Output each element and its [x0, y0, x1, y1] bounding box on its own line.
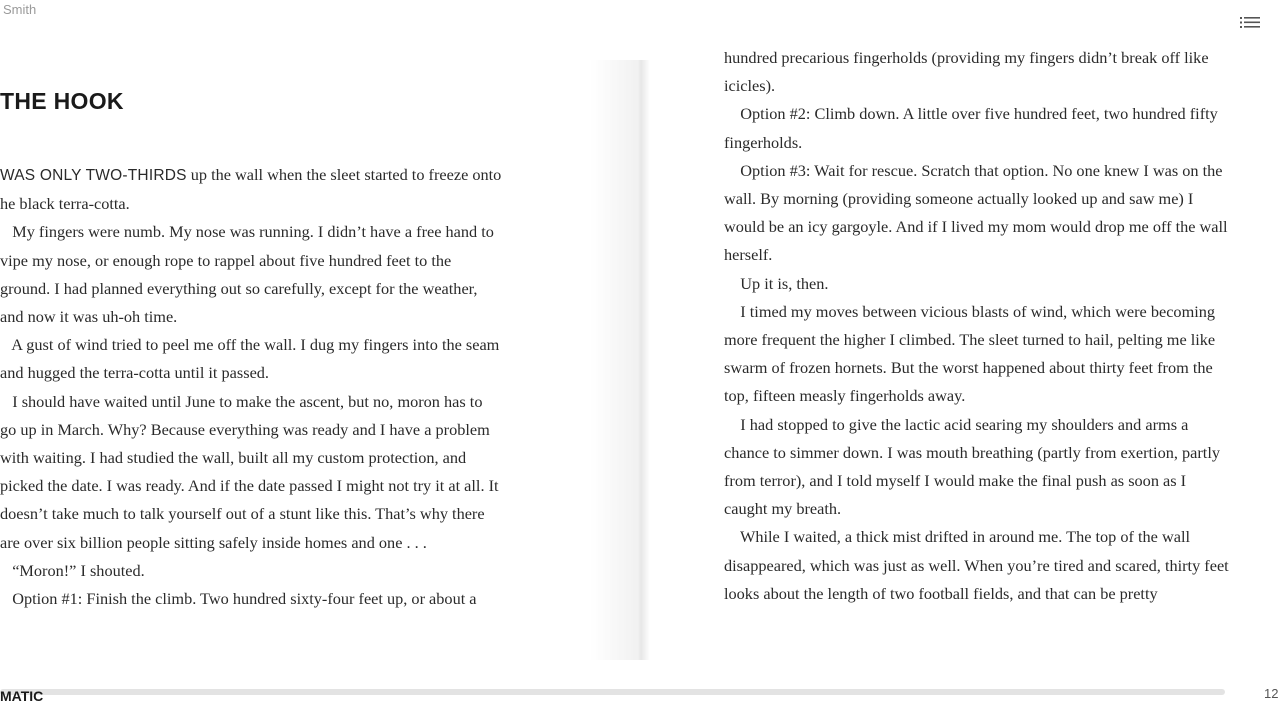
text-line: Up it is, then. — [724, 273, 829, 293]
text-line: While I waited, a thick mist drifted in around me. The top of the wall — [724, 527, 1191, 547]
book-title-label: MATIC — [0, 688, 44, 704]
text-line: hundred precarious fingerholds (providing my fingers didn’t break off like — [724, 48, 1209, 67]
text-line-rest: up the wall when the sleet started to freeze onto — [186, 165, 502, 184]
text-line: chance to simmer down. I was mouth breathing (partly from exertion, partly — [724, 442, 1220, 462]
text-line: “Moron!” I shouted. — [0, 560, 145, 580]
author-name: Smith — [3, 2, 37, 17]
page-number: 12 — [1264, 686, 1279, 701]
text-line: disappeared, which was just as well. When you’re tired and scared, thirty feet — [724, 555, 1229, 575]
page-gutter — [590, 60, 650, 660]
text-line: would be an icy gargoyle. And if I lived my mom would drop me off the wall — [724, 217, 1228, 237]
reading-progress-bar[interactable] — [0, 689, 1225, 695]
text-line: doesn’t take much to talk yourself out of a stunt like this. That’s why there — [0, 504, 485, 524]
text-line: more frequent the higher I climbed. The sleet turned to hail, pelting me like — [724, 330, 1216, 350]
text-line: Option #1: Finish the climb. Two hundred sixty-four feet up, or about a — [0, 589, 477, 609]
text-line: I had stopped to give the lactic acid searing my shoulders and arms a — [724, 414, 1189, 434]
text-line: go up in March. Why? Because everything was ready and I have a problem — [0, 419, 490, 439]
text-line: My fingers were numb. My nose was running. I didn’t have a free hand to — [0, 222, 494, 242]
text-line: fingerholds. — [724, 132, 803, 152]
left-page — [0, 0, 640, 660]
text-line: top, fifteen measly fingerholds away. — [724, 386, 966, 406]
text-line: I should have waited until June to make the ascent, but no, moron has to — [0, 391, 483, 411]
text-line: vipe my nose, or enough rope to rappel about five hundred feet to the — [0, 250, 452, 270]
chapter-title: THE HOOK — [0, 88, 124, 114]
text-line: A gust of wind tried to peel me off the wall. I dug my fingers into the seam — [0, 335, 500, 355]
text-line: with waiting. I had studied the wall, built all my custom protection, and — [0, 448, 467, 468]
text-line: from terror), and I told myself I would make the final push as soon as I — [724, 471, 1187, 491]
text-line: Option #2: Climb down. A little over five hundred feet, two hundred fifty — [724, 104, 1218, 124]
text-line: picked the date. I was ready. And if the date passed I might not try it at all. It — [0, 476, 499, 496]
text-line: wall. By morning (providing someone actually looked up and saw me) I — [724, 189, 1194, 209]
text-line: looks about the length of two football fields, and that can be pretty — [724, 583, 1158, 603]
text-line: swarm of frozen hornets. But the worst happened about thirty feet from the — [724, 358, 1213, 378]
text-line: he black terra-cotta. — [0, 194, 130, 214]
text-line — [0, 161, 580, 190]
text-line: herself. — [724, 245, 773, 265]
right-page-text — [724, 44, 1280, 608]
text-line: and hugged the terra-cotta until it passed. — [0, 363, 270, 383]
text-line: caught my breath. — [724, 499, 842, 519]
list-icon[interactable] — [1238, 14, 1262, 32]
chapter-opening-words: WAS ONLY TWO-THIRDS — [0, 167, 187, 184]
text-line: Option #3: Wait for rescue. Scratch that option. No one knew I was on the — [724, 160, 1223, 180]
text-line: and now it was uh-oh time. — [0, 307, 178, 327]
text-line: ground. I had planned everything out so carefully, except for the weather, — [0, 278, 478, 298]
text-line: icicles). — [724, 76, 776, 96]
text-line: are over six billion people sitting safely inside homes and one . . . — [0, 532, 427, 552]
left-page-text — [0, 161, 580, 613]
text-line: I timed my moves between vicious blasts of wind, which were becoming — [724, 301, 1216, 321]
